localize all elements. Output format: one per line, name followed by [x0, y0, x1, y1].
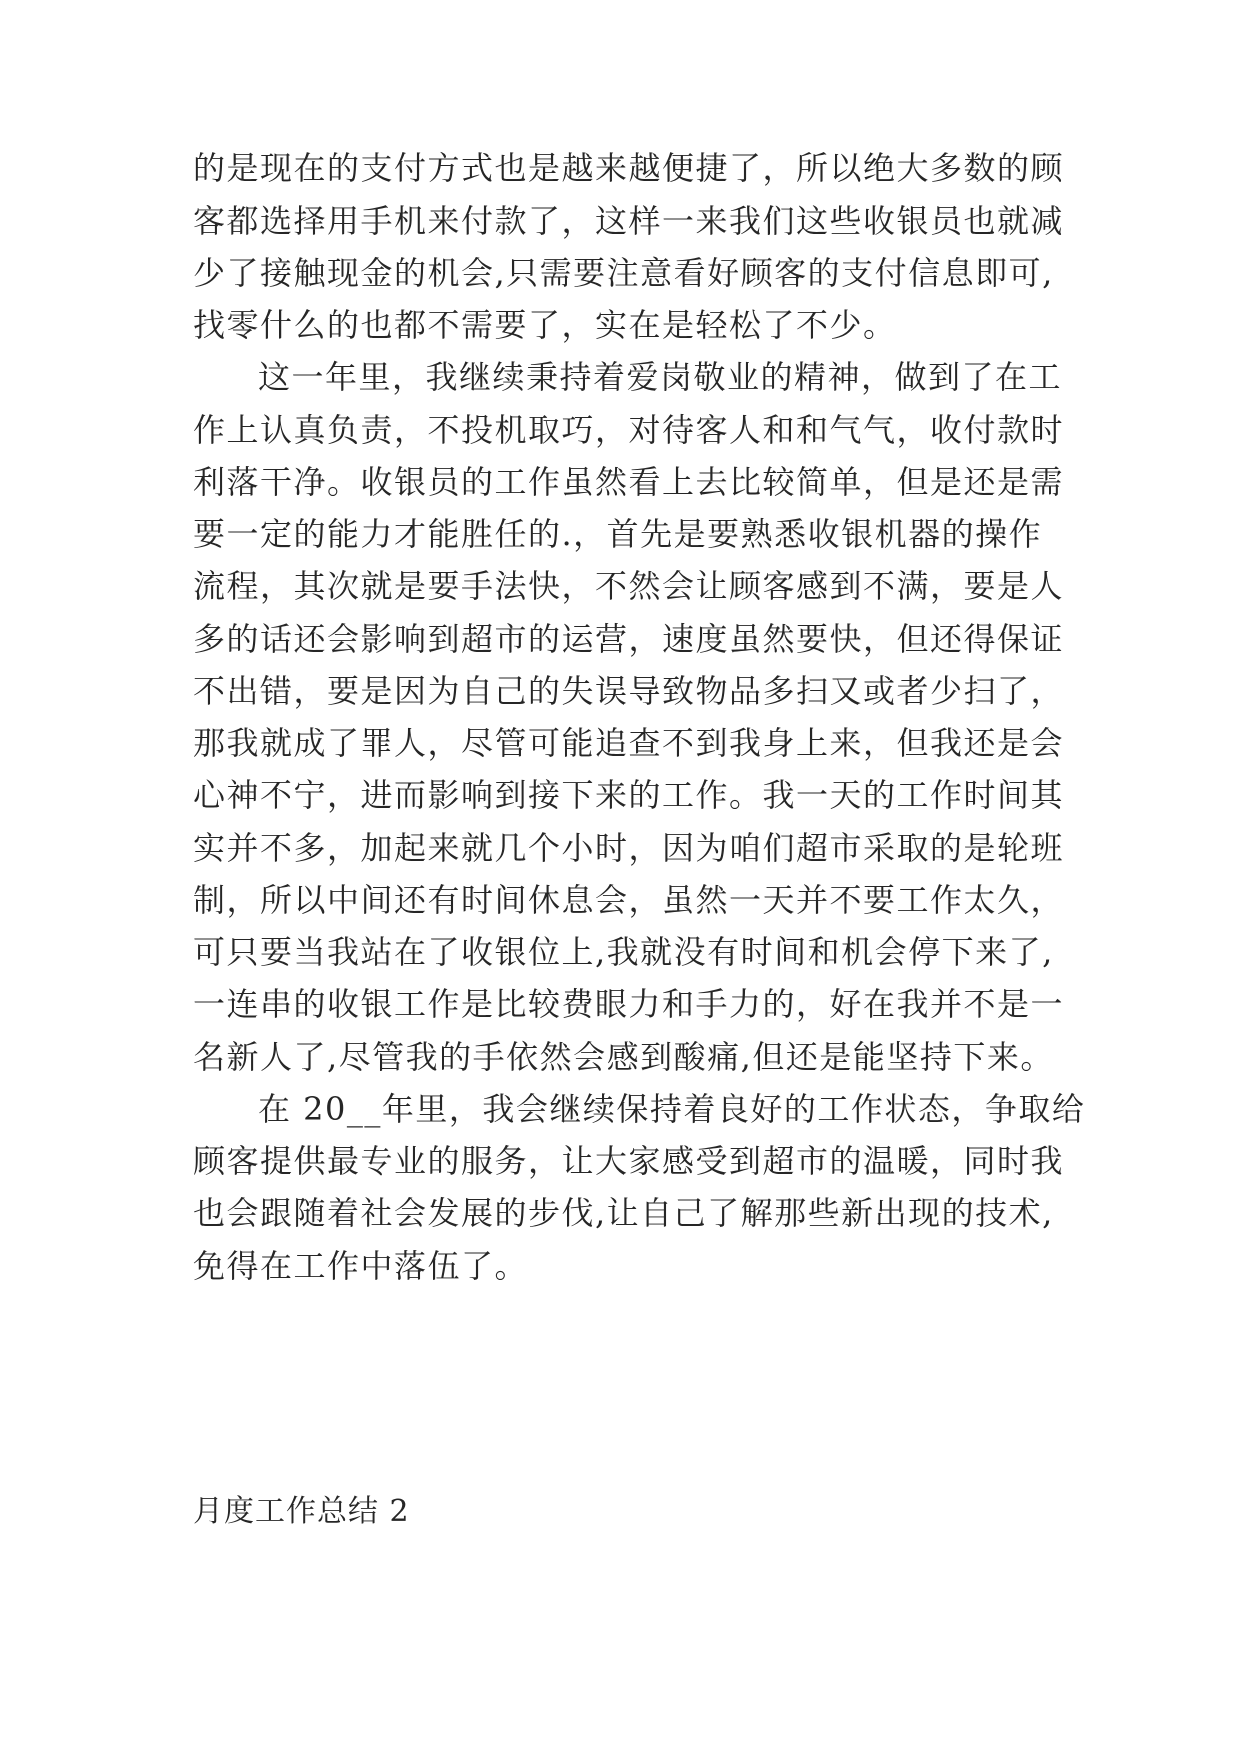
text-line: 流程，其次就是要手法快，不然会让顾客感到不满，要是人 — [193, 567, 1065, 605]
text-line: 这一年里，我继续秉持着爱岗敬业的精神，做到了在工 — [258, 358, 1063, 396]
text-line: 客都选择用手机来付款了，这样一来我们这些收银员也就减 — [193, 202, 1065, 240]
text-line: 顾客提供最专业的服务，让大家感受到超市的温暖，同时我 — [193, 1142, 1065, 1180]
text-line: 在 20__年里，我会继续保持着良好的工作状态，争取给 — [258, 1090, 1086, 1128]
text-line: 找零什么的也都不需要了，实在是轻松了不少。 — [193, 306, 897, 344]
text-line: 要一定的能力才能胜任的.，首先是要熟悉收银机器的操作 — [193, 515, 1043, 553]
text-line: 免得在工作中落伍了。 — [193, 1247, 529, 1285]
text-line: 不出错，要是因为自己的失误导致物品多扫又或者少扫了， — [193, 672, 1065, 710]
text-line: 少了接触现金的机会,只需要注意看好顾客的支付信息即可, — [193, 254, 1054, 292]
text-line: 利落干净。收银员的工作虽然看上去比较简单，但是还是需 — [193, 463, 1065, 501]
text-line: 作上认真负责，不投机取巧，对待客人和和气气，收付款时 — [193, 411, 1065, 449]
text-line: 的是现在的支付方式也是越来越便捷了，所以绝大多数的顾 — [193, 149, 1065, 187]
text-line: 名新人了,尽管我的手依然会感到酸痛,但还是能坚持下来。 — [193, 1038, 1054, 1076]
text-line: 心神不宁，进而影响到接下来的工作。我一天的工作时间其 — [193, 776, 1065, 814]
text-line: 制，所以中间还有时间休息会，虽然一天并不要工作太久， — [193, 881, 1065, 919]
text-line: 可只要当我站在了收银位上,我就没有时间和机会停下来了, — [193, 933, 1054, 971]
text-line: 一连串的收银工作是比较费眼力和手力的，好在我并不是一 — [193, 985, 1065, 1023]
text-line: 实并不多，加起来就几个小时，因为咱们超市采取的是轮班 — [193, 829, 1065, 867]
section-heading: 月度工作总结 2 — [193, 1494, 410, 1529]
text-line: 也会跟随着社会发展的步伐,让自己了解那些新出现的技术, — [193, 1194, 1054, 1232]
text-line: 多的话还会影响到超市的运营，速度虽然要快，但还得保证 — [193, 620, 1065, 658]
text-line: 那我就成了罪人，尽管可能追查不到我身上来，但我还是会 — [193, 724, 1065, 762]
